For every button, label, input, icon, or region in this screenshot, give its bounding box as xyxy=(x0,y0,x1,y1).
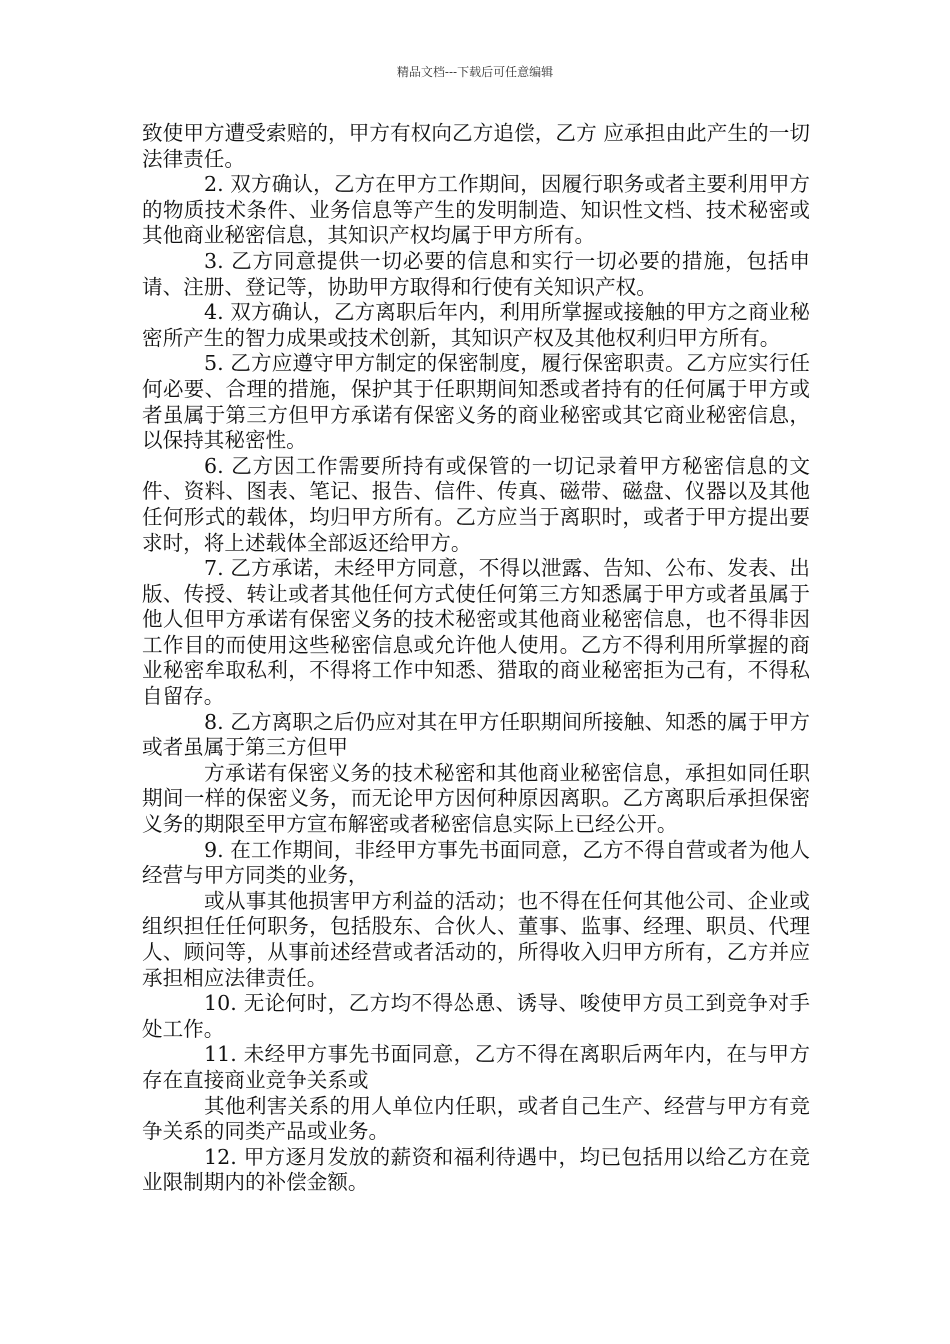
paragraph: 8. 乙方离职之后仍应对其在甲方任职期间所接触、知悉的属于甲方或者虽属于第三方但甲 xyxy=(142,709,810,760)
paragraph: 10. 无论何时，乙方均不得怂恿、诱导、唆使甲方员工到竞争对手处工作。 xyxy=(142,991,810,1041)
paragraph: 2. 双方确认，乙方在甲方工作期间，因履行职务或者主要利用甲方的物质技术条件、业务信息等产生的发明制造、知识性文档、技术秘密或其他商业秘密信息，其知识产权均属于甲方所有。 xyxy=(142,172,810,248)
paragraph: 7. 乙方承诺，未经甲方同意，不得以泄露、告知、公布、发表、出版、传授、转让或者其他任何方式使任何第三方知悉属于甲方或者虽属于他人但甲方承诺有保密义务的技术秘密或其他商业秘密信息，也不得非因工作目的而使用这些秘密信息或允许他人使用。乙方不得利用所掌握的商业秘密牟取私利，不得将工作中知悉、猎取的商业秘密拒为己有，不得私自留存。 xyxy=(142,556,810,709)
paragraph: 致使甲方遭受索赔的，甲方有权向乙方追偿，乙方 应承担由此产生的一切法律责任。 xyxy=(142,121,810,171)
paragraph: 11. 未经甲方事先书面同意，乙方不得在离职后两年内，在与甲方存在直接商业竞争关系或 xyxy=(142,1042,810,1092)
paragraph: 6. 乙方因工作需要所持有或保管的一切记录着甲方秘密信息的文件、资料、图表、笔记、报告、信件、传真、磁带、磁盘、仪器以及其他任何形式的载体，均归甲方所有。乙方应当于离职时，或者于甲方提出要求时，将上述载体全部返还给甲方。 xyxy=(142,453,810,555)
paragraph: 其他利害关系的用人单位内任职，或者自己生产、经营与甲方有竞争关系的同类产品或业务。 xyxy=(142,1093,810,1144)
paragraph: 方承诺有保密义务的技术秘密和其他商业秘密信息，承担如同任职期间一样的保密义务，而无论甲方因何种原因离职。乙方离职后承担保密义务的期限至甲方宣布解密或者秘密信息实际上已经公开。 xyxy=(142,760,810,837)
paragraph: 或从事其他损害甲方利益的活动；也不得在任何其他公司、企业或组织担任任何职务，包括股东、合伙人、董事、监事、经理、职员、代理人、顾问等，从事前述经营或者活动的，所得收入归甲方所有，乙方并应承担相应法律责任。 xyxy=(142,888,810,990)
page-header: 精品文档---下载后可任意编辑 xyxy=(396,65,554,79)
paragraph: 9. 在工作期间，非经甲方事先书面同意，乙方不得自营或者为他人经营与甲方同类的业务， xyxy=(142,837,810,888)
paragraph: 4. 双方确认，乙方离职后年内，利用所掌握或接触的甲方之商业秘密所产生的智力成果或技术创新，其知识产权及其他权利归甲方所有。 xyxy=(142,300,810,350)
paragraph: 5. 乙方应遵守甲方制定的保密制度，履行保密职责。乙方应实行任何必要、合理的措施，保护其于任职期间知悉或者持有的任何属于甲方或者虽属于第三方但甲方承诺有保密义务的商业秘密或其它商业秘密信息，以保持其秘密性。 xyxy=(142,351,810,453)
document-body xyxy=(142,121,810,1196)
paragraph: 3. 乙方同意提供一切必要的信息和实行一切必要的措施，包括申请、注册、登记等，协助甲方取得和行使有关知识产权。 xyxy=(142,248,810,299)
paragraph: 12. 甲方逐月发放的薪资和福利待遇中，均已包括用以给乙方在竞业限制期内的补偿金额。 xyxy=(142,1144,810,1195)
